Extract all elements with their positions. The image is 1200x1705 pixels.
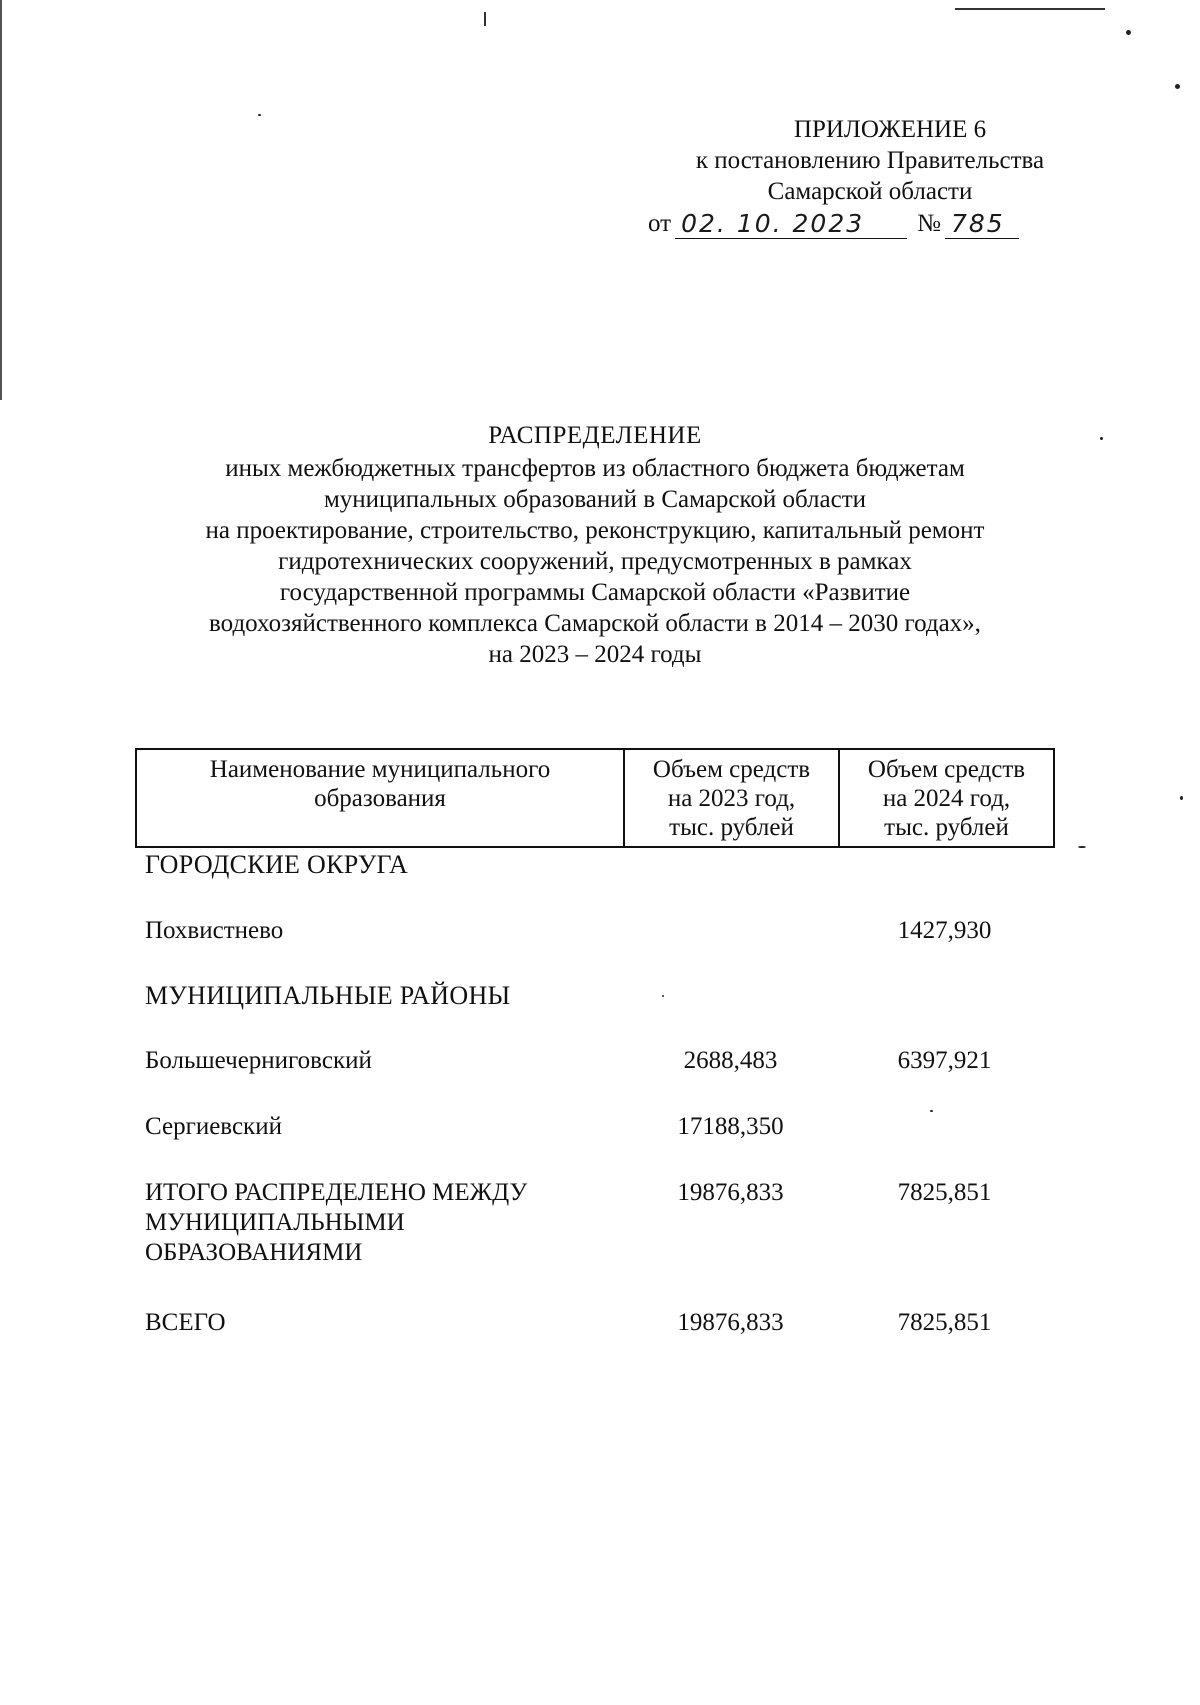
scan-dot [1175, 84, 1180, 89]
value-2024: 1427,930 [897, 917, 992, 944]
table-row [135, 1178, 1055, 1268]
section-urban-districts: ГОРОДСКИЕ ОКРУГА [145, 850, 409, 879]
scan-top-rule [955, 8, 1105, 10]
value-2023: 2688,483 [683, 1047, 778, 1074]
table-row [135, 916, 1055, 946]
title-line: государственной программы Самарской области «Развитие [279, 579, 911, 606]
header-text: на 2024 год, [882, 785, 1011, 812]
appendix-header [600, 114, 1140, 239]
header-text: тыс. рублей [669, 814, 794, 841]
appendix-date-line [600, 208, 1140, 239]
handwritten-date: 02. 10. 2023 [675, 210, 907, 239]
date-prefix: от [648, 210, 672, 237]
row-name-line: ИТОГО РАСПРЕДЕЛЕНО МЕЖДУ [145, 1179, 528, 1206]
value-2024 [838, 850, 1051, 880]
appendix-number: ПРИЛОЖЕНИЕ 6 [793, 116, 987, 143]
value-2024: 7825,851 [897, 1309, 992, 1336]
scan-dot [1078, 846, 1086, 848]
row-name: Похвистнево [145, 917, 284, 944]
title-line: муниципальных образований в Самарской области [323, 486, 867, 513]
title-line: гидротехнических сооружений, предусмотренных в рамках [278, 548, 912, 575]
table-row [135, 1308, 1055, 1338]
row-name-grand-total: ВСЕГО [145, 1309, 226, 1336]
value-2024: 7825,851 [897, 1179, 992, 1206]
handwritten-number: 785 [945, 210, 1019, 239]
value-2023 [623, 981, 838, 1011]
appendix-region-line: Самарской области [767, 178, 973, 205]
scan-dot [258, 114, 261, 116]
header-text: Объем средств [652, 756, 811, 783]
scan-dot [1126, 30, 1131, 35]
header-text: образования [314, 785, 446, 812]
table-row [135, 850, 1055, 880]
table-row [135, 1112, 1055, 1142]
value-2023 [623, 916, 838, 946]
title-line: иных межбюджетных трансфертов из областного бюджета бюджетам [225, 455, 965, 482]
header-municipality [137, 750, 625, 846]
row-name-total-distributed [135, 1178, 623, 1268]
table-header [135, 748, 1055, 848]
title-heading: РАСПРЕДЕЛЕНИЕ [488, 422, 702, 449]
table-row [135, 981, 1055, 1011]
value-2024: 6397,921 [897, 1047, 992, 1074]
scan-edge-line [0, 0, 2, 400]
row-name: Большечерниговский [145, 1047, 372, 1074]
header-text: тыс. рублей [884, 814, 1009, 841]
scan-dot [1180, 796, 1183, 800]
title-line: водохозяйственного комплекса Самарской области в 2014 – 2030 годах», [209, 610, 981, 637]
title-line: на 2023 – 2024 годы [488, 641, 702, 668]
row-name-line: ОБРАЗОВАНИЯМИ [145, 1239, 363, 1266]
section-municipal-districts: МУНИЦИПАЛЬНЫЕ РАЙОНЫ [145, 981, 511, 1010]
title-line: на проектирование, строительство, реконструкцию, капитальный ремонт [205, 517, 985, 544]
value-2023: 17188,350 [677, 1113, 784, 1140]
value-2023 [623, 850, 838, 880]
header-2023 [625, 750, 840, 846]
value-2023: 19876,833 [677, 1309, 784, 1336]
value-2024 [838, 981, 1051, 1011]
appendix-decree-line: к постановлению Правительства [695, 147, 1045, 174]
value-2024 [838, 1112, 1051, 1142]
value-2023: 19876,833 [677, 1179, 784, 1206]
header-text: Наименование муниципального [209, 756, 551, 783]
header-text: на 2023 год, [667, 785, 796, 812]
header-2024 [840, 750, 1053, 846]
scan-tick-mark [484, 12, 486, 26]
scan-dot [1100, 437, 1103, 440]
table-row [135, 1046, 1055, 1076]
row-name-line: МУНИЦИПАЛЬНЫМИ [145, 1209, 405, 1236]
document-title [120, 420, 1070, 670]
row-name: Сергиевский [145, 1113, 282, 1140]
number-sign: № [917, 210, 941, 237]
header-text: Объем средств [867, 756, 1026, 783]
